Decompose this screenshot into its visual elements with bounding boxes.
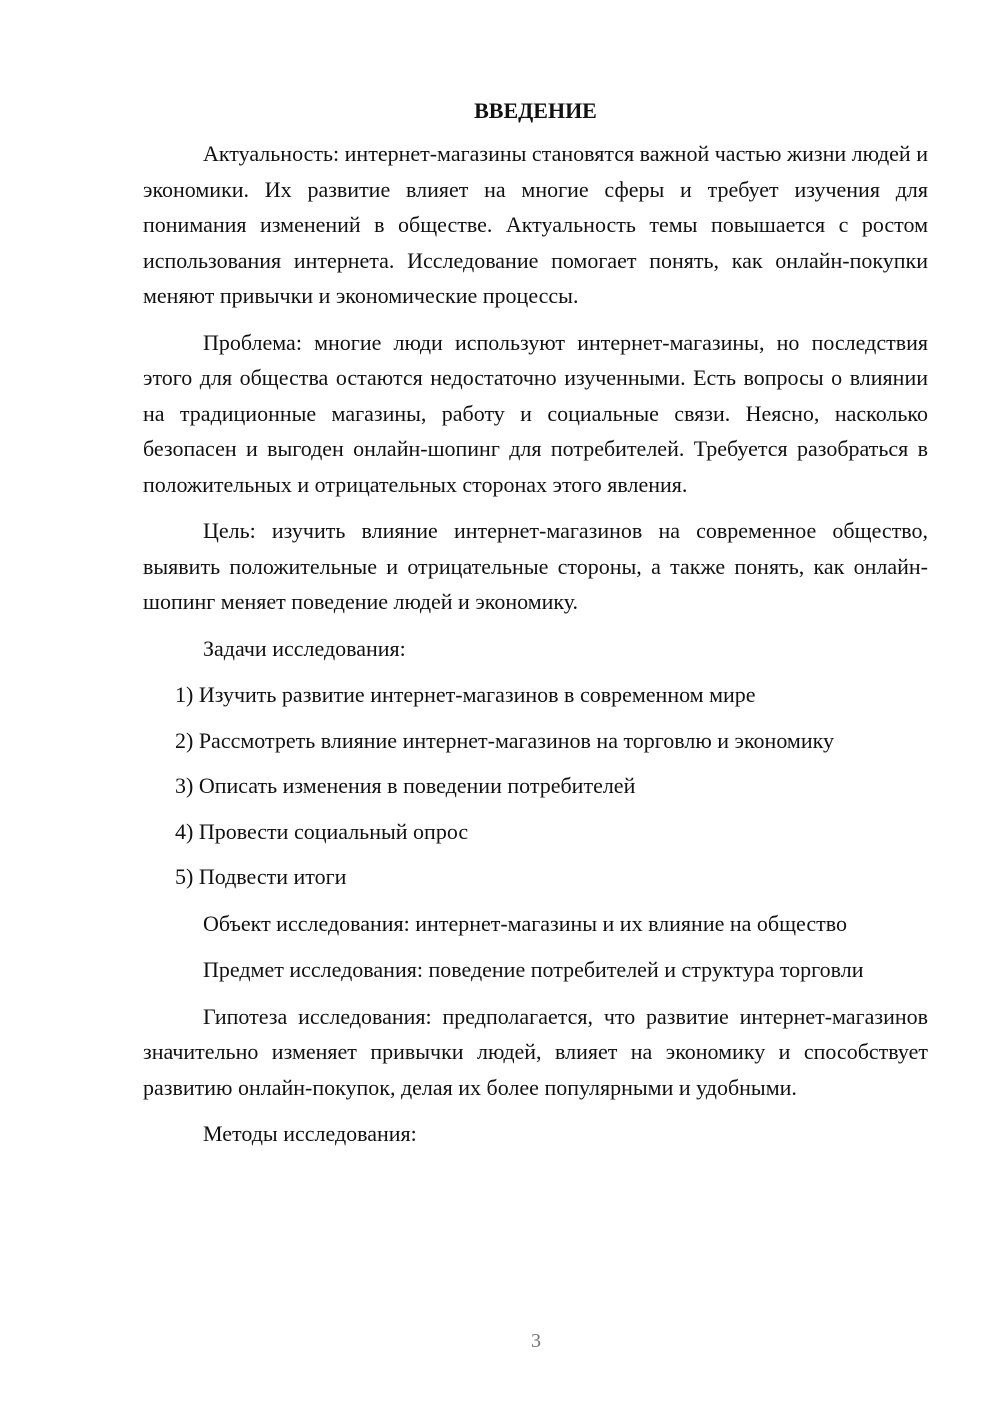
list-item: 3) Описать изменения в поведении потребителей bbox=[175, 773, 636, 798]
list-item: 5) Подвести итоги bbox=[175, 864, 347, 889]
page-title: ВВЕДЕНИЕ bbox=[474, 98, 597, 123]
list-item: 2) Рассмотреть влияние интернет-магазинов на торговлю и экономику bbox=[175, 727, 834, 753]
methods-heading: Методы исследования: bbox=[203, 1121, 417, 1146]
subject-paragraph: Предмет исследования: поведение потребителей и структура торговли bbox=[203, 957, 864, 982]
hypothesis-paragraph: Гипотеза исследования: предполагается, что развитие интернет-магазинов значительно изменяет привычки людей, влияет на экономику и способствует развитию онлайн-покупок, делая их более популярными и удобными. bbox=[143, 1003, 928, 1100]
goal-paragraph: Цель: изучить влияние интернет-магазинов на современное общество, выявить положительные и отрицательные стороны, а также понять, как онлайн-шопинг меняет поведение людей и экономику. bbox=[143, 518, 928, 614]
page-number: 3 bbox=[531, 1330, 541, 1352]
tasks-list bbox=[143, 677, 928, 895]
problem-paragraph: Проблема: многие люди используют интернет-магазины, но последствия этого для общества остаются недостаточно изученными. Есть вопросы о влиянии на традиционные магазины, работу и социальные связи. Неясно, насколько безопасен и выгоден онлайн-шопинг для потребителей. Требуется разобраться в положительных и отрицательных сторонах этого явления. bbox=[143, 329, 928, 497]
tasks-heading: Задачи исследования: bbox=[203, 635, 406, 661]
relevance-paragraph: Актуальность: интернет-магазины становятся важной частью жизни людей и экономики. Их развитие влияет на многие сферы и требует изучения для понимания изменений в обществе. Актуальность темы повышается с ростом использования интернета. Исследование помогает понять, как онлайн-покупки меняют привычки и экономические процессы. bbox=[143, 141, 928, 308]
object-paragraph: Объект исследования: интернет-магазины и их влияние на общество bbox=[203, 910, 847, 936]
list-item: 4) Провести социальный опрос bbox=[175, 818, 469, 844]
list-item: 1) Изучить развитие интернет-магазинов в современном мире bbox=[175, 682, 756, 707]
document-body bbox=[143, 96, 928, 1163]
